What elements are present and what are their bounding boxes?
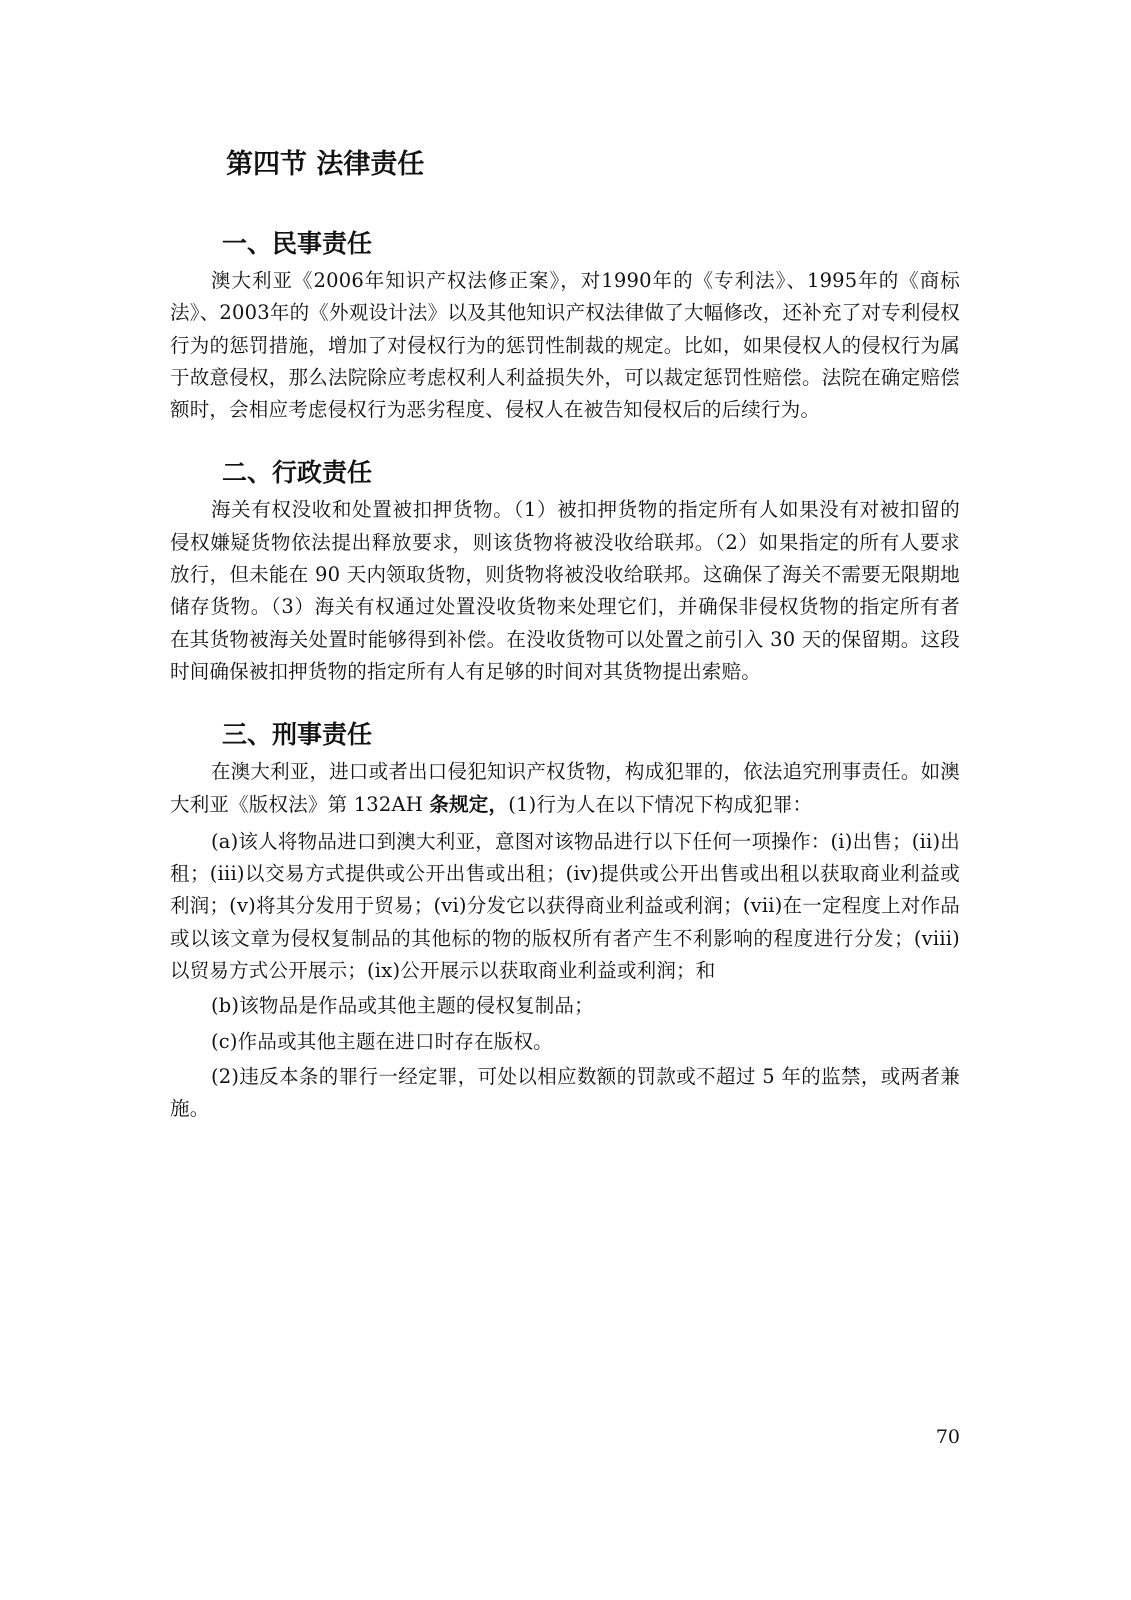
criminal-intro-text: 在澳大利亚，进口或者出口侵犯知识产权货物，构成犯罪的，依法追究刑事责任。如澳大利亚《版权法》第 132AH xyxy=(170,760,960,816)
paragraph-item-c: (c)作品或其他主题在进口时存在版权。 xyxy=(210,1029,553,1053)
paragraph-administrative-liability: 海关有权没收和处置被扣押货物。（1）被扣押货物的指定所有人如果没有对被扣留的侵权嫌疑货物依法提出释放要求，则该货物将被没收给联邦。（2）如果指定的所有人要求放行，但未能在 90 天内领取货物，则货物将被没收给联邦。这确保了海关不需要无限期地储存货物。（3）海关有权通过处置没收货物来处理它们，并确保非侵权货物的指定所有者在其货物被海关处置时能够得到补偿。在没收货物可以处置之前引入 30 天的保留期。这段时间确保被扣押货物的指定所有人有足够的时间对其货物提出索赔。 xyxy=(170,498,960,683)
page-content xyxy=(170,145,960,1126)
criminal-intro-rest: (1)行为人在以下情况下构成犯罪： xyxy=(508,792,813,816)
criminal-intro-bold: 条规定， xyxy=(429,792,509,816)
paragraph-criminal-intro xyxy=(170,756,960,821)
paragraph-item-b: (b)该物品是作品或其他主题的侵权复制品； xyxy=(210,994,594,1018)
section-title: 第四节 法律责任 xyxy=(226,149,425,180)
heading-criminal-liability: 三、刑事责任 xyxy=(222,720,373,750)
page-number: 70 xyxy=(935,1426,960,1448)
heading-administrative-liability: 二、行政责任 xyxy=(222,458,373,488)
paragraph-item-2: (2)违反本条的罪行一经定罪，可处以相应数额的罚款或不超过 5 年的监禁，或两者兼施。 xyxy=(170,1064,960,1121)
heading-civil-liability: 一、民事责任 xyxy=(222,229,373,258)
paragraph-civil-liability: 澳大利亚《2006年知识产权法修正案》，对1990年的《专利法》、1995年的《商标法》、2003年的《外观设计法》以及其他知识产权法律做了大幅修改，还补充了对专利侵权行为的惩罚措施，增加了对侵权行为的惩罚性制裁的规定。比如，如果侵权人的侵权行为属于故意侵权，那么法院除应考虑权利人利益损失外，可以裁定惩罚性赔偿。法院在确定赔偿额时，会相应考虑侵权行为恶劣程度、侵权人在被告知侵权后的后续行为。 xyxy=(170,269,960,422)
paragraph-item-a: (a)该人将物品进口到澳大利亚，意图对该物品进行以下任何一项操作：(i)出售；(ii)出租；(iii)以交易方式提供或公开出售或出租；(iv)提供或公开出售或出租以获取商业利益或利润；(v)将其分发用于贸易；(vi)分发它以获得商业利益或利润；(vii)在一定程度上对作品或以该文章为侵权复制品的其他标的物的版权所有者产生不利影响的程度进行分发；(viii)以贸易方式公开展示；(ix)公开展示以获取商业利益或利润；和 xyxy=(170,829,960,983)
